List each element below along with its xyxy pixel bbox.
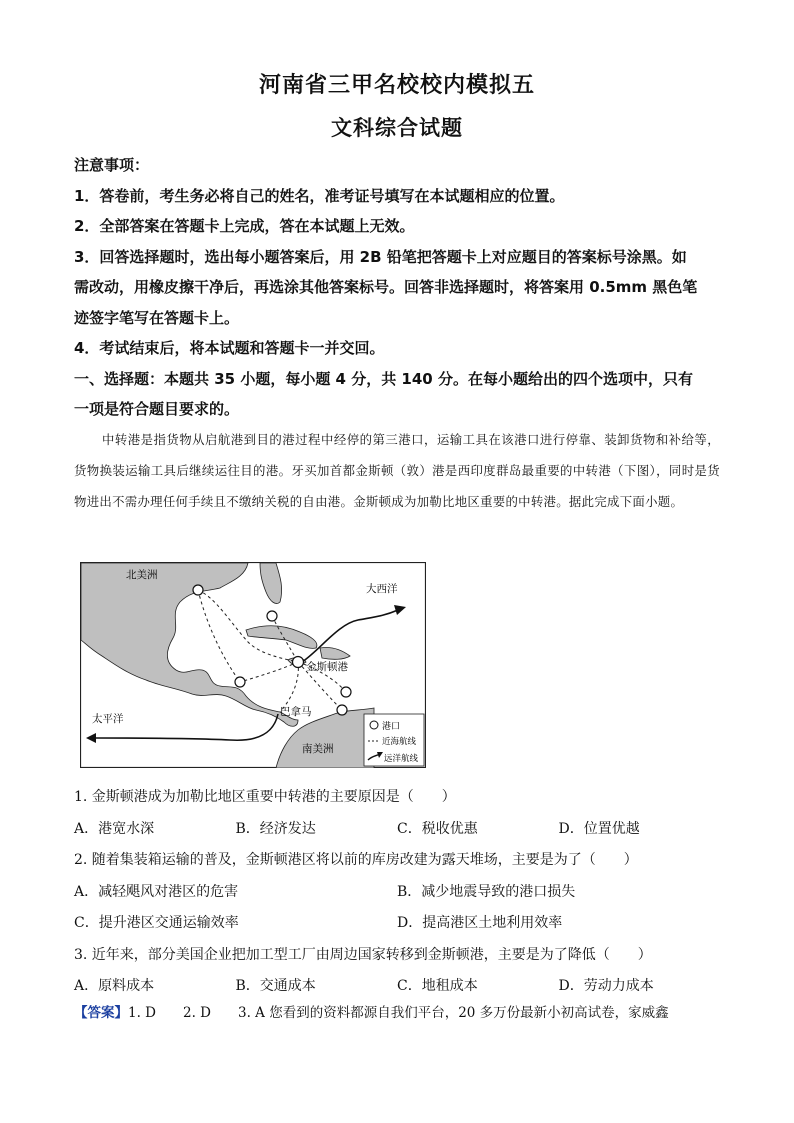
exam-title: 河南省三甲名校校内模拟五 <box>258 73 535 98</box>
question-stem: 3. 近年来，部分美国企业把加工型工厂由周边国家转移到金斯顿港，主要是为了降低（ ） <box>74 946 652 963</box>
notes-item: 3．回答选择题时，选出每小题答案后，用 2B 铅笔把答题卡上对应题目的答案标号涂黑。如 <box>74 247 687 266</box>
notes-item: 需改动，用橡皮擦干净后，再选涂其他答案标号。回答非选择题时，将答案用 0.5mm 黑色笔 <box>74 278 698 296</box>
notes-heading: 注意事项： <box>74 156 150 174</box>
legend-port-label: 港口 <box>382 722 401 732</box>
port-marker <box>235 677 245 687</box>
label-panama: 巴拿马 <box>280 706 312 718</box>
label-south-america: 南美洲 <box>302 743 334 755</box>
label-atlantic: 大西洋 <box>366 583 398 595</box>
question-options <box>74 814 720 846</box>
option-c: C．地租成本 <box>397 978 478 994</box>
exam-subtitle: 文科综合试题 <box>331 116 463 140</box>
option-b: B．经济发达 <box>235 820 316 837</box>
answer-line <box>74 998 734 1028</box>
answer-label: 【答案】 <box>74 1005 128 1021</box>
label-kingston: 金斯顿港 <box>306 661 348 673</box>
notes-item: 1．答卷前，考生务必将自己的姓名，准考证号填写在本试题相应的位置。 <box>74 186 565 205</box>
option-a: A．原料成本 <box>74 978 155 994</box>
question-stem: 2. 随着集装箱运输的普及，金斯顿港区将以前的库房改建为露天堆场，主要是为了（ ） <box>74 852 638 868</box>
map-legend <box>364 714 424 766</box>
notes-item: 2．全部答案在答题卡上完成，答在本试题上无效。 <box>74 217 415 235</box>
notes-section <box>74 150 720 425</box>
question-stem: 1. 金斯顿港成为加勒比地区重要中转港的主要原因是（ ） <box>74 789 456 805</box>
question-options <box>74 908 720 940</box>
option-b: B．减少地震导致的港口损失 <box>397 883 576 900</box>
option-b: B．交通成本 <box>235 978 316 994</box>
port-marker <box>293 657 304 668</box>
legend-coastal-label: 近海航线 <box>382 737 417 747</box>
label-north-america: 北美洲 <box>126 569 158 581</box>
option-c: C．税收优惠 <box>397 820 478 837</box>
notes-item: 4．考试结束后，将本试题和答题卡一并交回。 <box>74 339 385 357</box>
option-a: A．港宽水深 <box>74 820 155 837</box>
label-pacific: 太平洋 <box>92 713 124 725</box>
question-options <box>74 877 720 909</box>
option-d: D．位置优越 <box>558 820 640 837</box>
questions-section <box>74 782 720 1003</box>
port-marker <box>341 687 351 697</box>
notes-item: 迹签字笔写在答题卡上。 <box>74 308 240 327</box>
legend-ocean-label: 远洋航线 <box>384 754 419 764</box>
port-marker <box>337 705 347 715</box>
option-c: C．提升港区交通运输效率 <box>74 915 239 931</box>
port-marker <box>193 585 203 595</box>
section-heading-line: 一、选择题：本题共 35 小题，每小题 4 分，共 140 分。在每小题给出的四个选项中，只有 <box>74 369 693 388</box>
section-heading-line: 一项是符合题目要求的。 <box>74 400 240 418</box>
intro-paragraph: 中转港是指货物从启航港到目的港过程中经停的第三港口，运输工具在该港口进行停靠、装卸货物和补给等，货物换装运输工具后继续运往目的港。牙买加首都金斯顿（敦）港是西印度群岛最重要的中转港（下图），同时是货物进出不需办理任何手续且不缴纳关税的自由港。金斯顿成为加勒比地区重要的中转港。据此完成下面小题。 <box>74 432 720 509</box>
legend-port-icon <box>370 721 378 729</box>
option-a: A．减轻飓风对港区的危害 <box>74 883 239 900</box>
port-marker <box>267 611 277 621</box>
option-d: D．提高港区土地利用效率 <box>397 915 563 931</box>
caribbean-map <box>80 562 426 768</box>
answer-text: 1. D 2. D 3. A 您看到的资料都源自我们平台，20 多万份最新小初高试卷，家威鑫 <box>128 1005 669 1021</box>
option-d: D．劳动力成本 <box>558 978 654 994</box>
